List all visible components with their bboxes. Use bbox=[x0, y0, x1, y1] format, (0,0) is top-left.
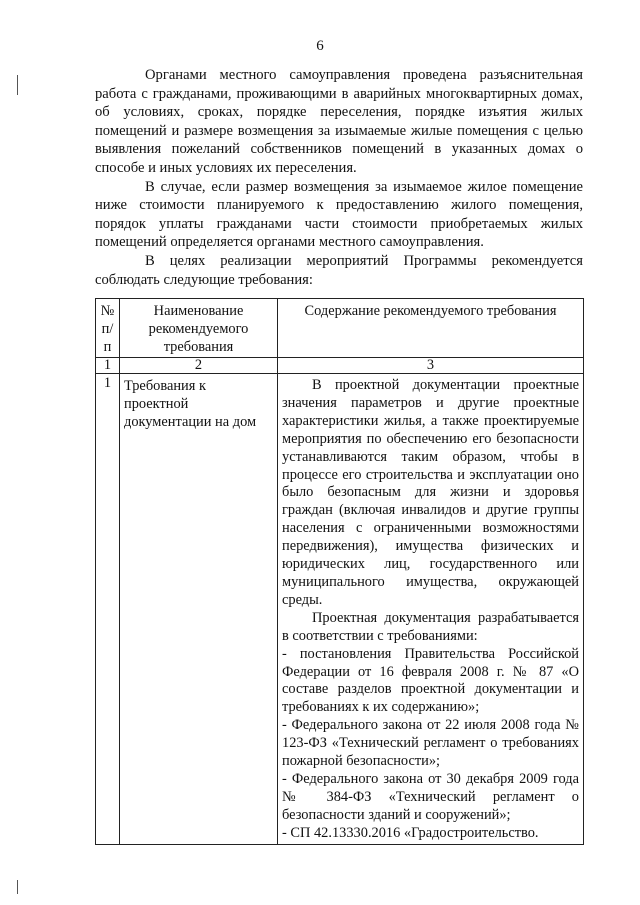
header-requirement-content: Содержание рекомендуемого требования bbox=[278, 299, 584, 358]
header-requirement-name: Наименование рекомендуемого требования bbox=[120, 299, 278, 358]
intro-text bbox=[95, 66, 583, 289]
column-numbers-row bbox=[96, 358, 584, 374]
table-header-row bbox=[96, 299, 584, 358]
row-index: 1 bbox=[96, 374, 120, 845]
header-number: № п/п bbox=[96, 299, 120, 358]
requirement-name: Требования к проектной документации на дом bbox=[120, 374, 278, 845]
content-list-item: - Федерального закона от 22 июля 2008 года № 123-ФЗ «Технический регламент о требованиях пожарной безопасности»; bbox=[282, 717, 579, 770]
margin-scan-mark bbox=[17, 880, 18, 894]
content-paragraph: В проектной документации проектные значения параметров и другие проектные характеристики жилья, а также проектируемые мероприятия по обеспечению его безопасности устанавливаются таким образом, чтобы в процессе его строительства и эксплуатации оно было безопасным для жизни и здоровья граждан (включая инвалидов и другие группы населения с ограниченными возможностями передвижения), имущества физических и юридических лиц, государственного или муниципального имущества, окружающей среды. bbox=[282, 377, 579, 608]
content-list-item: - Федерального закона от 30 декабря 2009 года № 384-ФЗ «Технический регламент о безопасности зданий и сооружений»; bbox=[282, 770, 579, 823]
margin-scan-mark bbox=[17, 75, 18, 95]
requirement-content bbox=[278, 374, 584, 845]
column-number: 3 bbox=[278, 358, 584, 374]
column-number: 2 bbox=[120, 358, 278, 374]
content-list-item: - СП 42.13330.2016 «Градостроительство. bbox=[282, 824, 539, 841]
content-paragraph: Проектная документация разрабатывается в соответствии с требованиями: bbox=[282, 609, 579, 644]
table-row bbox=[96, 374, 584, 845]
requirements-table bbox=[95, 298, 584, 845]
intro-paragraph: Органами местного самоуправления проведена разъяснительная работа с гражданами, проживающими в аварийных многоквартирных домах, об условиях, сроках, порядке переселения, порядке изъятия жилых помещений и размере возмещения за изымаемые жилые помещения с целью выявления пожеланий собственников помещений в указанных домах о способе и иных условиях их переселения. bbox=[95, 67, 583, 176]
page-number: 6 bbox=[316, 38, 324, 54]
intro-paragraph: В случае, если размер возмещения за изымаемое жилое помещение ниже стоимости планируемого к предоставлению жилого помещения, порядок уплаты гражданами части стоимости приобретаемых жилых помещений определяется органами местного самоуправления. bbox=[95, 178, 583, 251]
intro-paragraph: В целях реализации мероприятий Программы рекомендуется соблюдать следующие требования: bbox=[95, 252, 583, 288]
content-list-item: - постановления Правительства Российской Федерации от 16 февраля 2008 г. № 87 «О составе разделов проектной документации и требованиях к их содержанию»; bbox=[282, 645, 579, 716]
column-number: 1 bbox=[96, 358, 120, 374]
